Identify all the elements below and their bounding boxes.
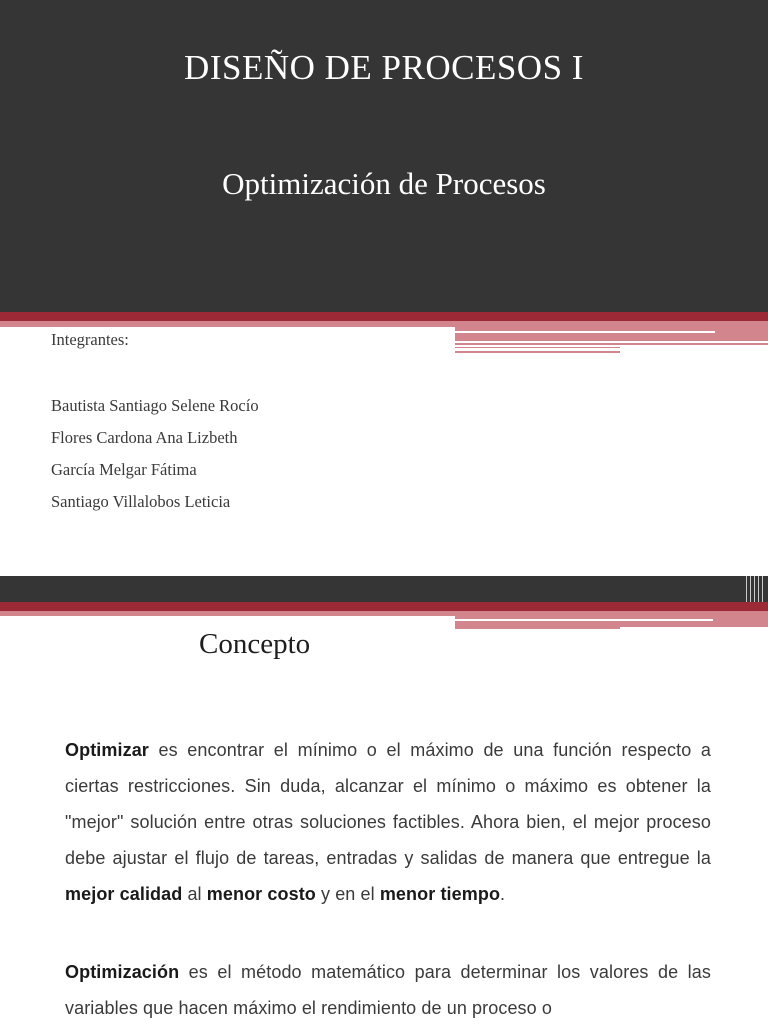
members-label: Integrantes: <box>51 330 129 349</box>
stripe-line <box>455 619 713 621</box>
member-name: Flores Cardona Ana Lizbeth <box>51 428 238 447</box>
stripe-line <box>455 351 620 353</box>
bold-phrase: menor tiempo <box>379 884 501 904</box>
para-text: es encontrar el mínimo o el máximo de una función respecto a ciertas restricciones. Sin duda, alcanzar el mínimo o máximo es obtener la "mejor" solución entre otras soluciones factibles. Ahora bien, el mejor proceso debe ajustar el flujo de tareas, entradas y salidas de manera que entregue la <box>65 740 711 868</box>
top-band <box>0 576 768 602</box>
stripe-line <box>455 343 768 345</box>
para-text: y en el <box>315 884 380 904</box>
para-text: al <box>182 884 207 904</box>
member-name: Santiago Villalobos Leticia <box>51 492 231 511</box>
para-text: es el método matemático para determinar los valores de las variables que hacen máximo el rendimiento de un proceso o <box>65 962 711 1018</box>
crimson-stripe <box>0 312 768 321</box>
bold-phrase: mejor calidad <box>65 884 183 904</box>
term-optimizacion: Optimización <box>65 962 180 982</box>
member-name: García Melgar Fátima <box>51 460 197 479</box>
pink-stripe <box>0 611 455 616</box>
crimson-stripe <box>0 602 768 611</box>
presentation-title: DISEÑO DE PROCESOS I <box>184 48 584 87</box>
paragraph-optimizacion <box>65 954 711 1024</box>
edge-lines <box>744 576 768 602</box>
pink-stripe <box>0 321 455 327</box>
stripe-line <box>455 627 620 629</box>
term-optimizar: Optimizar <box>65 740 149 760</box>
presentation-subtitle: Optimización de Procesos <box>222 166 546 201</box>
slide-concept <box>0 576 768 1024</box>
bold-phrase: menor costo <box>206 884 316 904</box>
stripe-line <box>455 331 715 333</box>
title-band <box>0 0 768 312</box>
members-block <box>51 330 259 524</box>
stripe-line <box>455 347 620 348</box>
para-text: . <box>500 884 506 904</box>
paragraph-optimizar <box>65 732 711 912</box>
section-heading: Concepto <box>199 628 311 660</box>
member-name: Bautista Santiago Selene Rocío <box>51 396 259 415</box>
